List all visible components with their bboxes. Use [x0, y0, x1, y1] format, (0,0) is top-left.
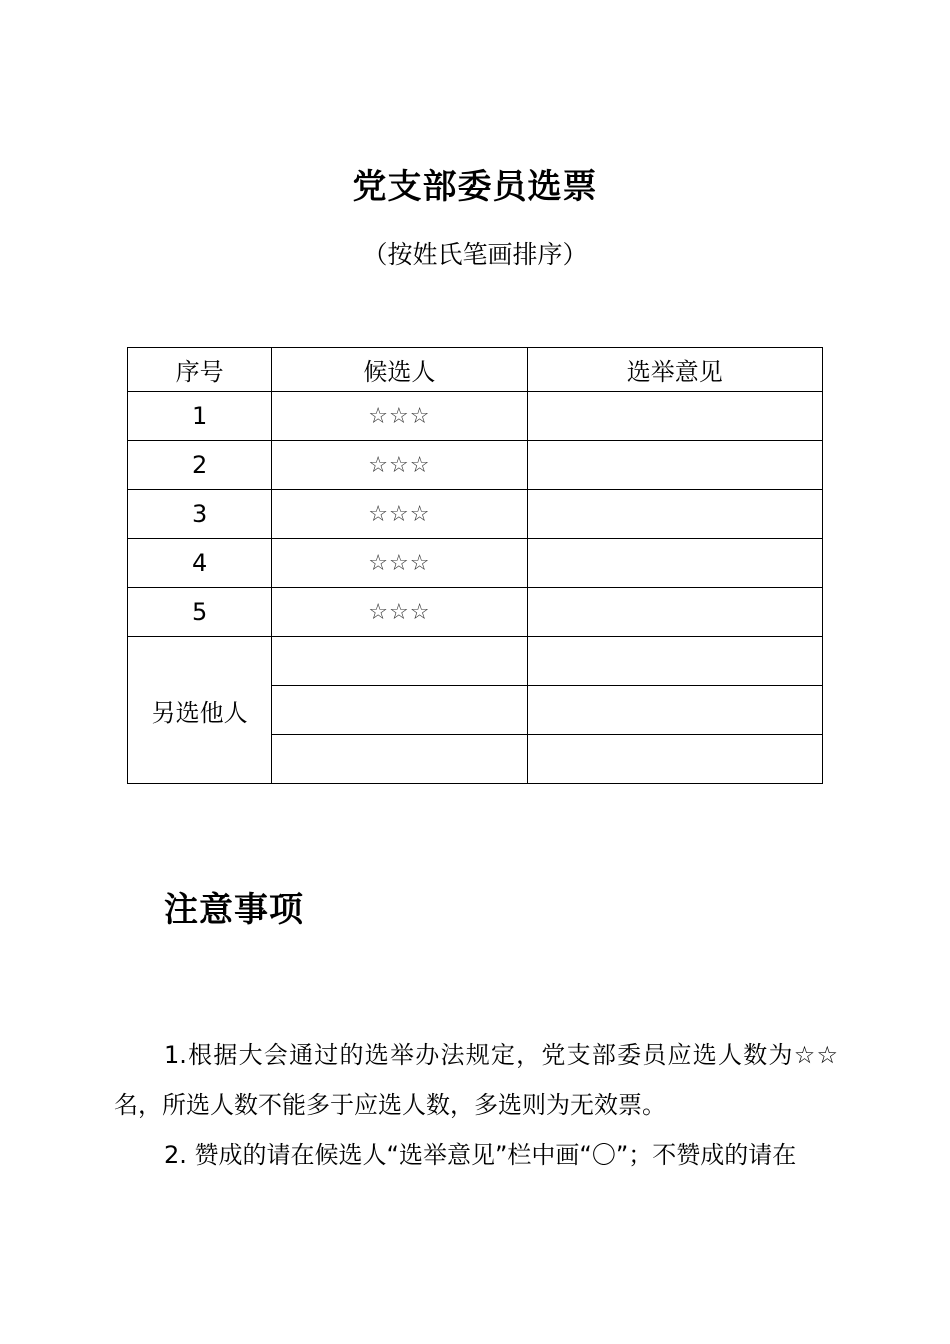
- write-in-opinion-field[interactable]: [527, 735, 822, 784]
- header-serial-number: 序号: [128, 348, 272, 392]
- table-row: [128, 490, 823, 539]
- row-number: 2: [128, 441, 272, 490]
- opinion-cell[interactable]: [527, 490, 822, 539]
- candidate-name: ☆☆☆: [272, 441, 527, 490]
- page-title: 党支部委员选票: [352, 167, 598, 207]
- header-candidate: 候选人: [272, 348, 527, 392]
- write-in-candidate-field[interactable]: [272, 735, 527, 784]
- notes-body: [114, 1030, 838, 1180]
- opinion-cell[interactable]: [527, 588, 822, 637]
- write-in-opinion-field[interactable]: [527, 637, 822, 686]
- row-number: 1: [128, 392, 272, 441]
- write-in-opinion-field[interactable]: [527, 686, 822, 735]
- ballot-table: [127, 347, 823, 784]
- opinion-cell[interactable]: [527, 392, 822, 441]
- note-item-2: 2. 赞成的请在候选人“选举意见”栏中画“〇”；不赞成的请在: [164, 1141, 797, 1169]
- candidate-name: ☆☆☆: [272, 539, 527, 588]
- opinion-cell[interactable]: [527, 539, 822, 588]
- candidate-name: ☆☆☆: [272, 490, 527, 539]
- opinion-cell[interactable]: [527, 441, 822, 490]
- page-subtitle: （按姓氏笔画排序）: [362, 240, 588, 269]
- table-header-row: [128, 348, 823, 392]
- write-in-label: 另选他人: [128, 637, 272, 784]
- write-in-row: [128, 637, 823, 686]
- table-row: [128, 441, 823, 490]
- note-item-1: 1.根据大会通过的选举办法规定，党支部委员应选人数为☆☆名，所选人数不能多于应选人数，多选则为无效票。: [114, 1041, 838, 1119]
- row-number: 5: [128, 588, 272, 637]
- row-number: 4: [128, 539, 272, 588]
- table-row: [128, 539, 823, 588]
- notes-heading: 注意事项: [164, 890, 304, 930]
- table-row: [128, 588, 823, 637]
- write-in-candidate-field[interactable]: [272, 637, 527, 686]
- write-in-candidate-field[interactable]: [272, 686, 527, 735]
- candidate-name: ☆☆☆: [272, 392, 527, 441]
- row-number: 3: [128, 490, 272, 539]
- header-election-opinion: 选举意见: [527, 348, 822, 392]
- candidate-name: ☆☆☆: [272, 588, 527, 637]
- table-row: [128, 392, 823, 441]
